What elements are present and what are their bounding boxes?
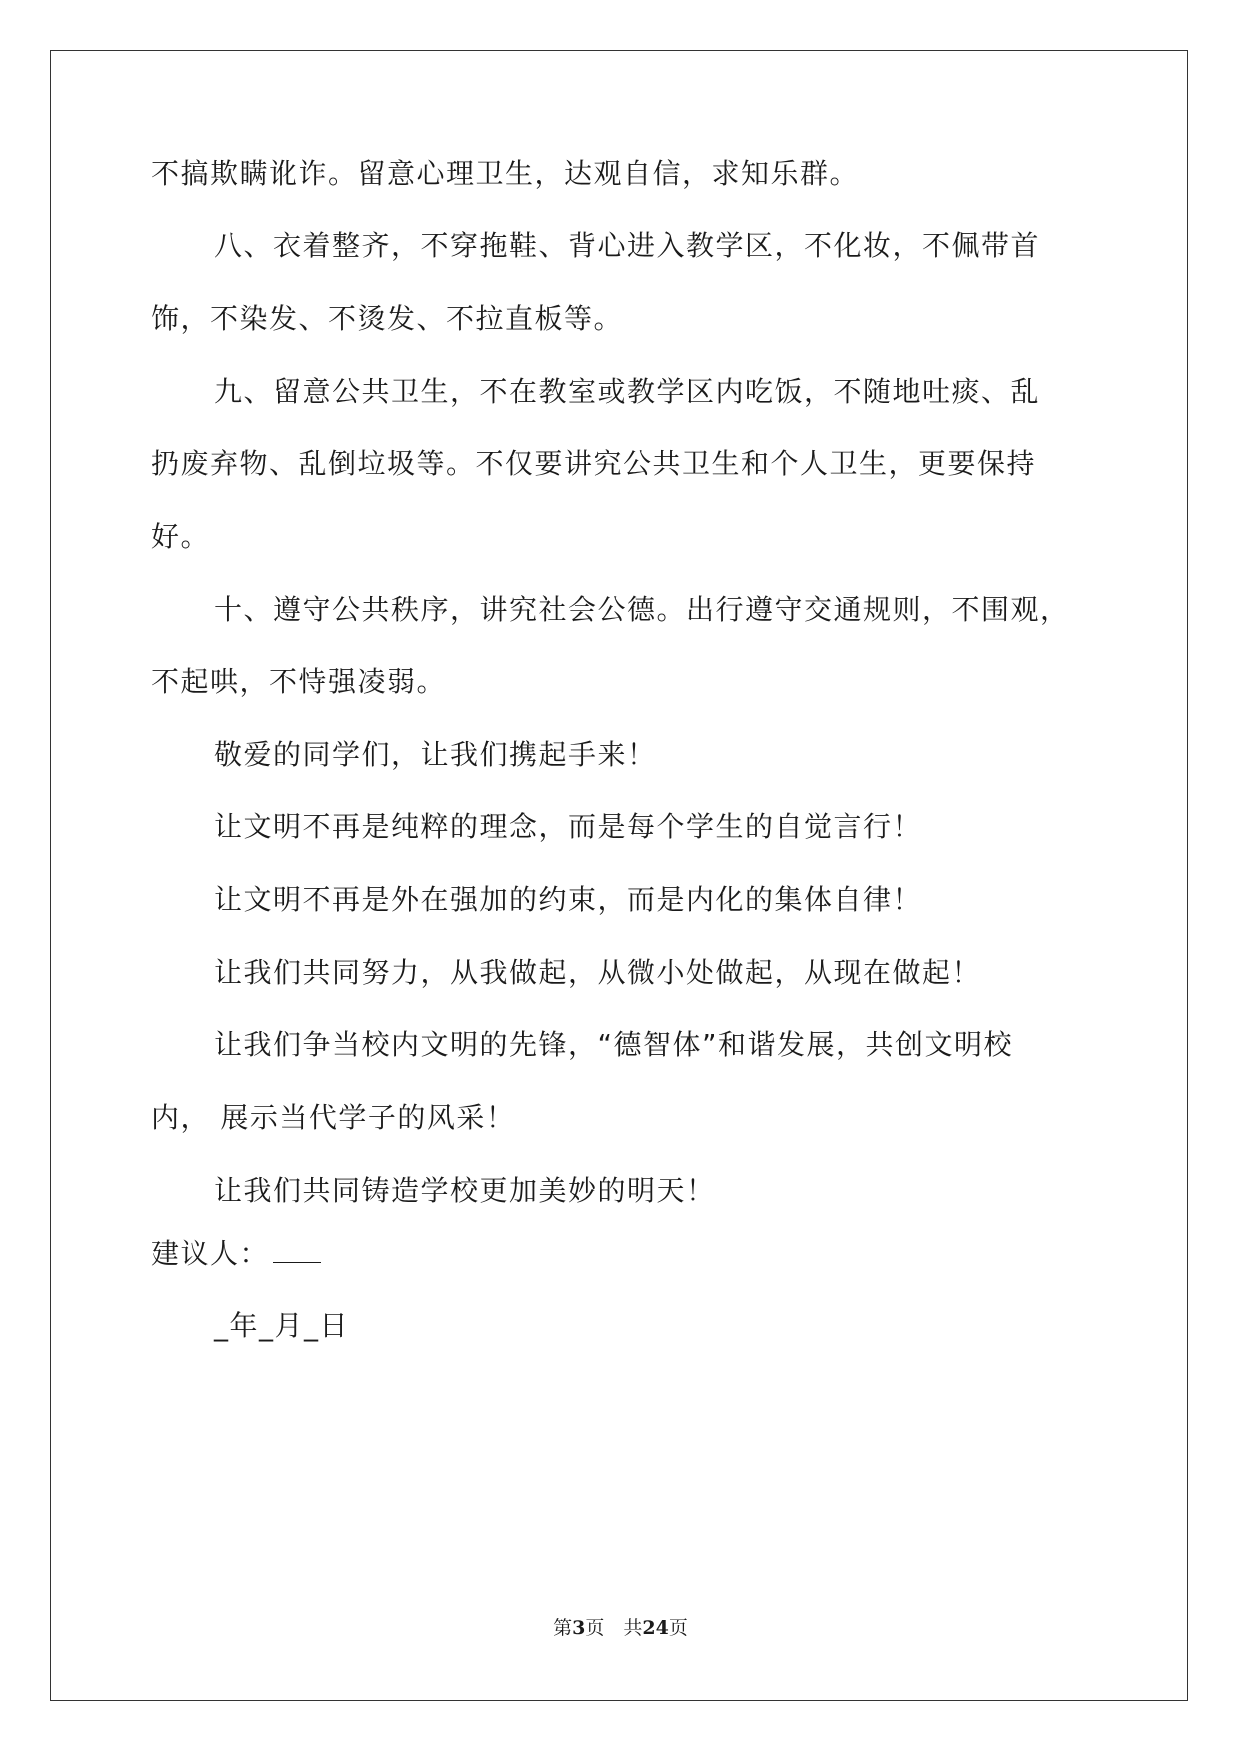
date-line: _年_月_日	[214, 1309, 350, 1342]
text-line-15: 让我们共同铸造学校更加美妙的明天！	[214, 1174, 716, 1207]
text-line-1: 不搞欺瞒讹诈。留意心理卫生，达观自信，求知乐群。	[151, 157, 860, 190]
text-line-14: 内， 展示当代学子的风采！	[151, 1101, 516, 1134]
text-line-7: 十、遵守公共秩序，讲究社会公德。出行遵守交通规则，不围观，	[214, 593, 1070, 626]
page-border	[50, 50, 1188, 1701]
text-line-11: 让文明不再是外在强加的约束，而是内化的集体自律！	[214, 883, 923, 916]
footer-suffix: 页	[668, 1617, 688, 1639]
text-line-8: 不起哄，不恃强凌弱。	[151, 665, 447, 698]
signature-line	[151, 1236, 321, 1272]
signature-label: 建议人：	[151, 1237, 270, 1270]
text-line-2: 八、衣着整齐，不穿拖鞋、背心进入教学区，不化妆，不佩带首	[214, 229, 1041, 262]
text-line-13: 让我们争当校内文明的先锋，“德智体”和谐发展，共创文明校	[214, 1028, 1014, 1061]
text-line-3: 饰，不染发、不烫发、不拉直板等。	[151, 302, 624, 335]
total-page-number: 24	[642, 1617, 669, 1639]
signature-blank	[273, 1242, 321, 1263]
text-line-5: 扔废弃物、乱倒垃圾等。不仅要讲究公共卫生和个人卫生，更要保持	[151, 447, 1037, 480]
text-line-10: 让文明不再是纯粹的理念，而是每个学生的自觉言行！	[214, 810, 923, 843]
text-line-4: 九、留意公共卫生，不在教室或教学区内吃饭，不随地吐痰、乱	[214, 375, 1041, 408]
text-line-12: 让我们共同努力，从我做起，从微小处做起，从现在做起！	[214, 956, 982, 989]
current-page-number: 3	[572, 1617, 586, 1639]
text-line-9: 敬爱的同学们，让我们携起手来！	[214, 738, 657, 771]
text-line-6: 好。	[151, 520, 211, 553]
footer-prefix: 第	[553, 1617, 573, 1639]
page-footer	[0, 1616, 1241, 1640]
footer-middle: 页 共	[585, 1617, 643, 1639]
